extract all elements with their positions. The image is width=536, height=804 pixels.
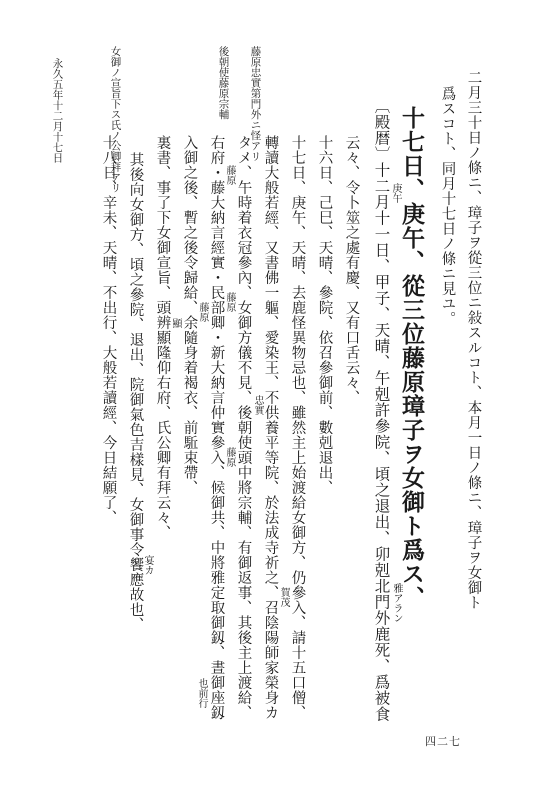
text-line-9: タメ、午時着衣冠參內、女御方儀不見、後朝使頭中將宗輔、有御返事、其後主上渡給、 [235, 135, 252, 720]
entry-heading: 十七日、庚午、從三位藤原璋子ヲ女御ト爲ス、 [398, 106, 425, 610]
interlinear-hiru: 也前行 [196, 678, 207, 708]
interlinear-kaei: 賀茂 [278, 587, 289, 607]
text-line-6: 十六日、己巳、天晴、參院、依召參御前、數剋退出、 [316, 135, 333, 495]
interlinear-arazu: 雅アラン [391, 583, 402, 623]
interlinear-kanoe: 庚午 [390, 183, 401, 203]
interlinear-tadazane: 忠實 [252, 395, 263, 415]
text-line-1: 二月三十日ノ條ニ、璋子ヲ從三位ニ敍スルコト、本月一日ノ條ニ、璋子ヲ女御ト [465, 70, 482, 610]
margin-note-right: 藤原忠實第門外ニ怪アリ [249, 46, 262, 162]
interlinear-fujiwara-4: 藤原 [197, 302, 208, 322]
text-line-14: 十八日、辛未、天晴、不出行、大般若讀經、今日結願了、 [100, 135, 117, 525]
margin-note-middle: 後朝使藤原宗輔 [217, 46, 230, 120]
footer-date: 永久五年十二月十七日 [51, 58, 64, 163]
page-number: 四二七 [425, 735, 461, 748]
text-line-4: 〔殿暦〕十二月十一日、甲子、天晴、午剋許參院、頃之退出、卯剋北門外鹿死、爲被食 [372, 98, 391, 722]
text-line-11: 入御之後、暫之後令歸給、余隨身着褐衣、前駈束帶、 [181, 135, 198, 495]
interlinear-ken: 顯 [170, 318, 181, 328]
text-line-10: 右府・藤大納言經實・民部卿・新大納言仲實參入、候御共、中將雅定取御釼、晝御座釼 [208, 135, 225, 720]
interlinear-fujiwara-1: 藤原 [224, 165, 235, 185]
text-line-13: 其後向女御方、頃之參院、退出、院御氣色吉樣見、女御事令饗應故也、 [127, 152, 144, 632]
text-line-5: 云々、令卜筮之處有慶、又有口舌云々、 [343, 135, 360, 405]
margin-note-left: 女御ノ宣旨下ス氏ノ公卿拜アリ [109, 46, 122, 193]
text-line-7: 十七日、庚午、天晴、去鹿怪異物忌也、雖然主上始渡給女御方、仍參入、請十五口僧、 [289, 135, 306, 720]
text-line-12: 裏書、事了下女御宣旨、頭辨顯隆仰右府、氏公卿有拜云々、 [154, 135, 171, 540]
text-line-8: 轉讀大般若經、又書佛一軀、愛染王、不供養平等院、於法成寺祈之、召陰陽師家榮身カ [262, 135, 279, 720]
interlinear-kyou: 宴カ [142, 555, 153, 575]
interlinear-fujiwara-3: 藤原 [224, 447, 235, 467]
text-line-2: 爲スコト、同月十七日ノ條ニ見ユ。 [439, 86, 456, 326]
interlinear-fujiwara-2: 藤原 [224, 292, 235, 312]
